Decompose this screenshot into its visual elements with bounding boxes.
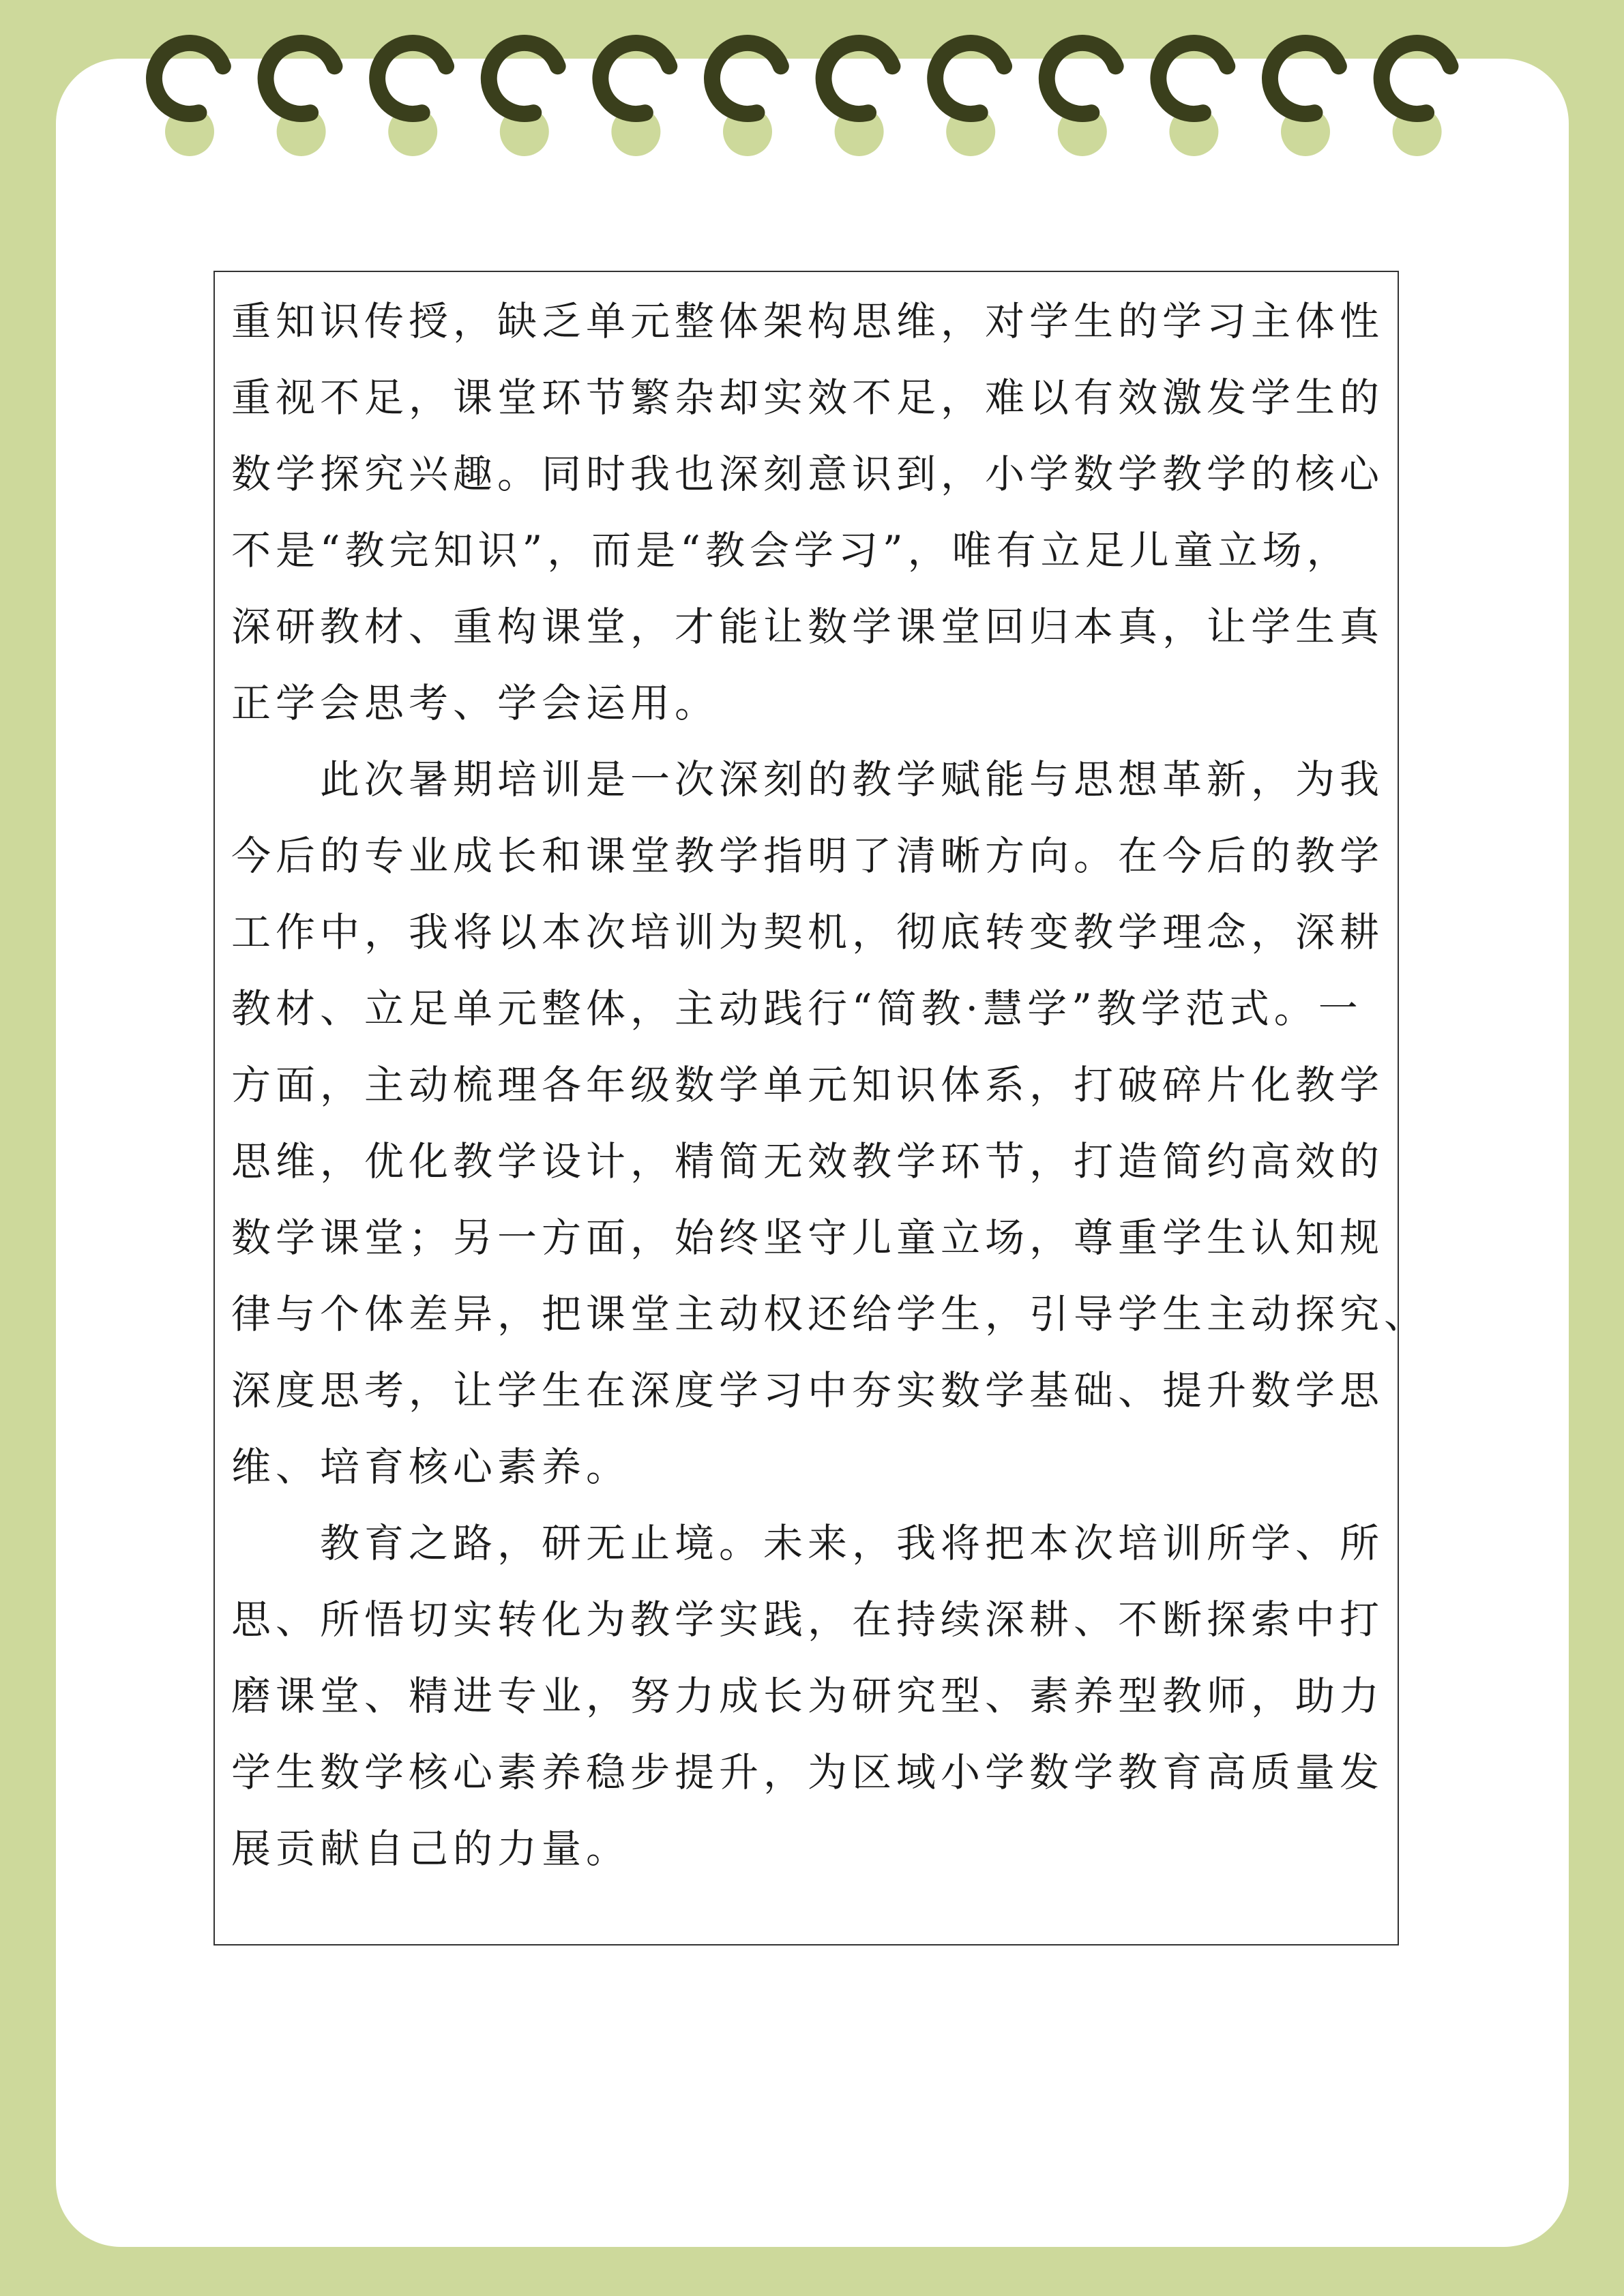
text-line: 律与个体差异，把课堂主动权还给学生，引导学生主动探究、: [231, 1291, 1429, 1337]
spiral-ring-icon: [266, 43, 335, 156]
spiral-ring-icon: [712, 43, 781, 156]
spiral-ring-icon: [1158, 43, 1227, 156]
text-line: 深度思考，让学生在深度学习中夯实数学基础、提升数学思: [231, 1367, 1385, 1414]
text-line: 展贡献自己的力量。: [231, 1825, 631, 1872]
spiral-ring-icon: [935, 43, 1004, 156]
text-line: 重视不足，课堂环节繁杂却实效不足，难以有效激发学生的: [231, 374, 1385, 421]
spiral-ring-icon: [1047, 43, 1116, 156]
text-line: 不是“教完知识”，而是“教会学习”，唯有立足儿童立场，: [231, 527, 1351, 573]
text-line: 教育之路，研无止境。未来，我将把本次培训所学、所: [231, 1520, 1385, 1566]
text-line: 磨课堂、精进专业，努力成长为研究型、素养型教师，助力: [231, 1673, 1385, 1719]
spiral-ring-icon: [377, 43, 446, 156]
text-line: 深研教材、重构课堂，才能让数学课堂回归本真，让学生真: [231, 603, 1385, 650]
spiral-binding: [0, 0, 1624, 164]
text-line: 方面，主动梳理各年级数学单元知识体系，打破碎片化教学: [231, 1062, 1385, 1108]
text-line: 思维，优化教学设计，精简无效教学环节，打造简约高效的: [231, 1138, 1385, 1184]
spiral-ring-icon: [600, 43, 669, 156]
text-line: 重知识传授，缺乏单元整体架构思维，对学生的学习主体性: [231, 298, 1385, 344]
spiral-ring-icon: [154, 43, 223, 156]
text-box: [213, 271, 1429, 1945]
text-line: 此次暑期培训是一次深刻的教学赋能与思想革新，为我: [231, 756, 1385, 803]
spiral-ring-icon: [1270, 43, 1339, 156]
text-line: 工作中，我将以本次培训为契机，彻底转变教学理念，深耕: [231, 909, 1385, 955]
text-line: 学生数学核心素养稳步提升，为区域小学数学教育高质量发: [231, 1749, 1385, 1795]
text-line: 正学会思考、学会运用。: [231, 680, 720, 726]
text-line: 今后的专业成长和课堂教学指明了清晰方向。在今后的教学: [231, 833, 1385, 879]
spiral-ring-icon: [1382, 43, 1451, 156]
spiral-ring-icon: [489, 43, 558, 156]
spiral-ring-icon: [824, 43, 893, 156]
text-line: 数学课堂；另一方面，始终坚守儿童立场，尊重学生认知规: [231, 1214, 1385, 1261]
text-line: 维、培育核心素养。: [231, 1444, 631, 1490]
text-line: 思、所悟切实转化为教学实践，在持续深耕、不断探索中打: [231, 1596, 1385, 1643]
text-line: 数学探究兴趣。同时我也深刻意识到，小学数学教学的核心: [231, 451, 1385, 497]
text-line: 教材、立足单元整体，主动践行“简教·慧学”教学范式。一: [231, 985, 1363, 1032]
